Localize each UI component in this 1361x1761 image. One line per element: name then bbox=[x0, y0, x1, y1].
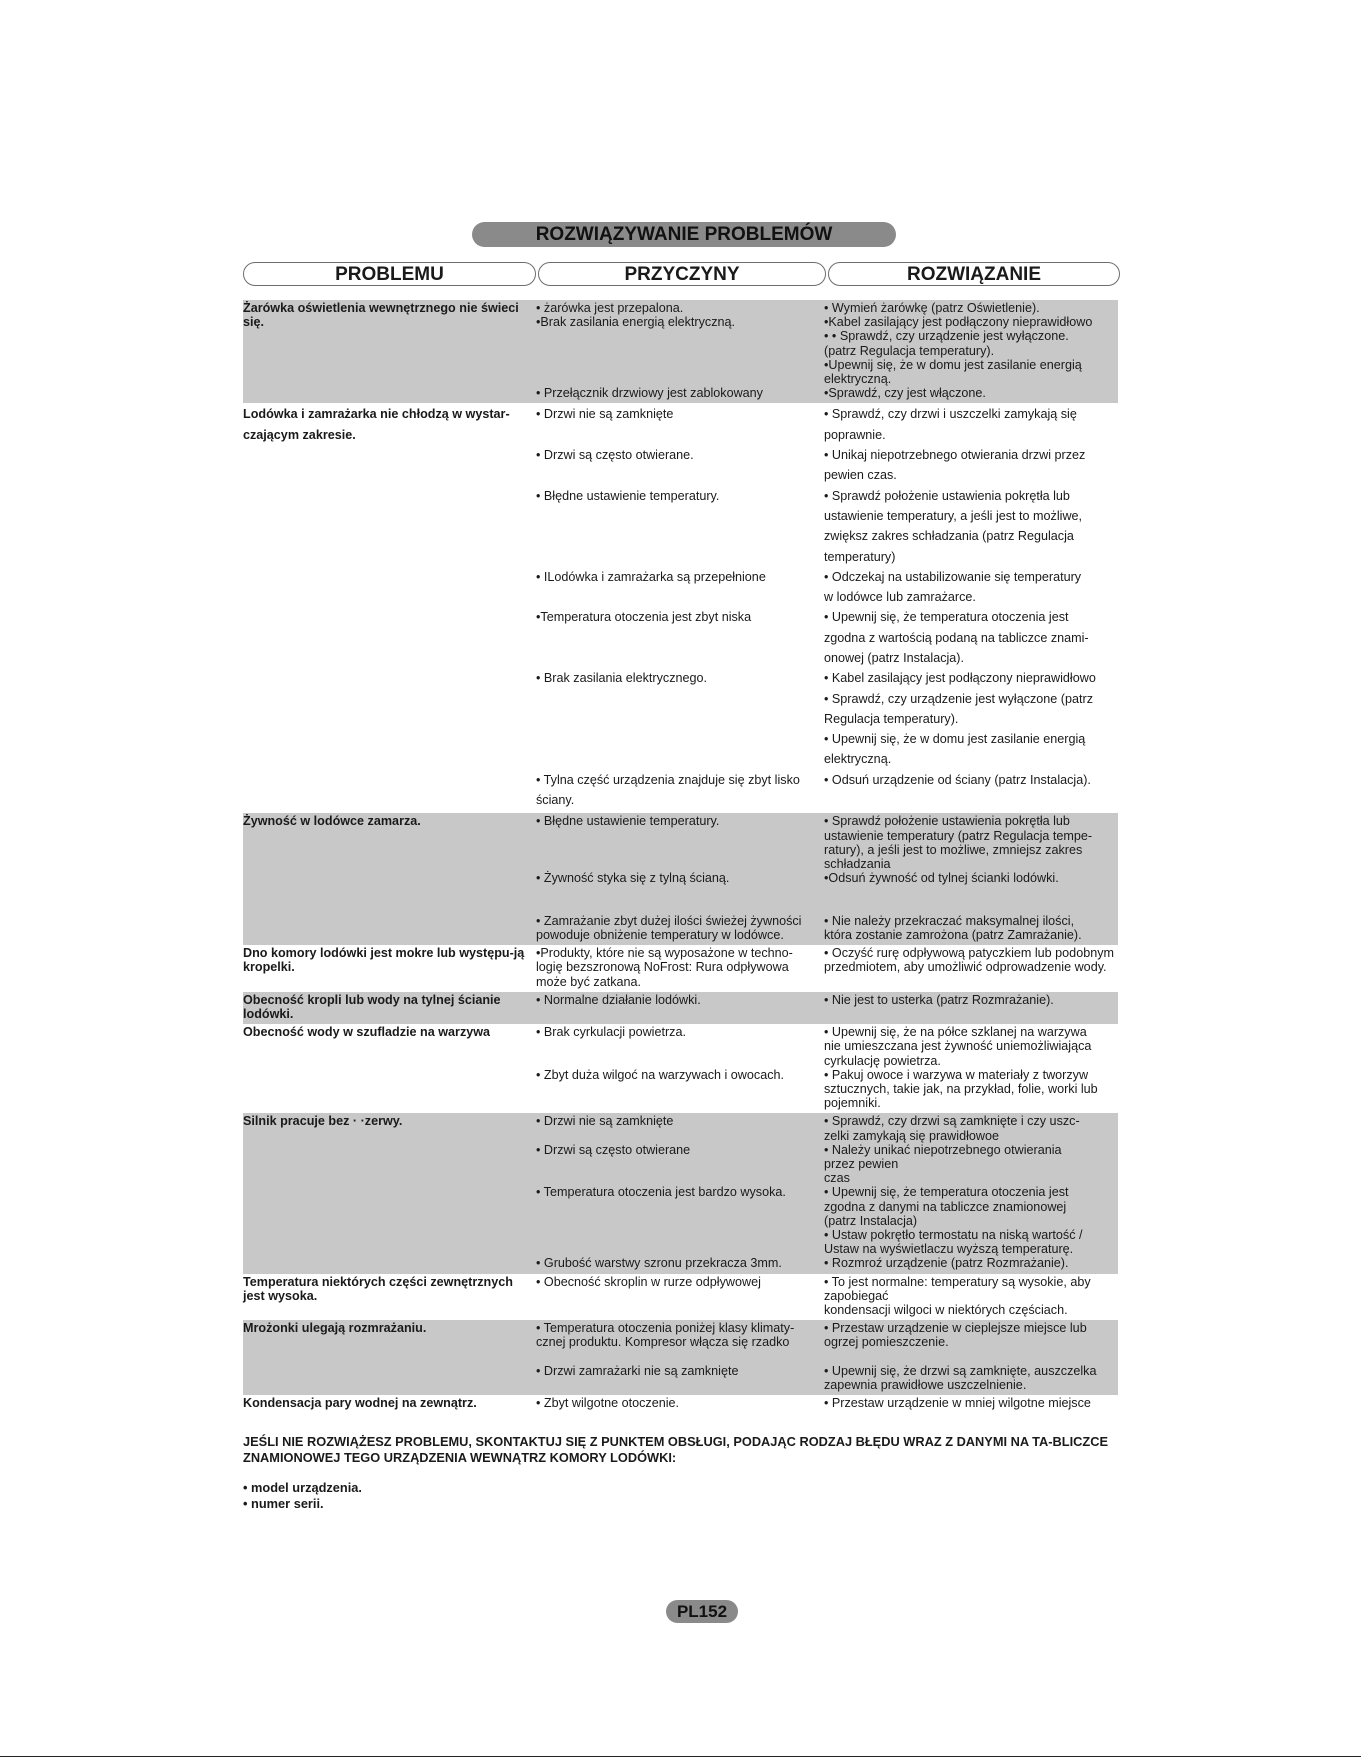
cause-line bbox=[536, 648, 824, 668]
cause-line bbox=[536, 1054, 824, 1068]
column-header-cause: PRZYCZYNY bbox=[538, 262, 826, 286]
solution-line: ogrzej pomieszczenie. bbox=[824, 1335, 949, 1350]
cause-line: • Obecność skroplin w rurze odpływowej bbox=[536, 1274, 761, 1289]
solution-line: sztucznych, takie jak, na przykład, folie, worki lub bbox=[824, 1082, 1098, 1097]
solution-line: • Przestaw urządzenie w cieplejsze miejsce lub bbox=[824, 1321, 1087, 1336]
problem-cell: Mrożonki ulegają rozmrażaniu. bbox=[243, 1321, 427, 1336]
solution-line: zwiększ zakres schładzania (patrz Regulacja bbox=[824, 529, 1074, 544]
cause-line bbox=[536, 1350, 824, 1364]
table-row bbox=[243, 813, 1118, 945]
solution-line bbox=[824, 1007, 1118, 1021]
solution-line: • Odczekaj na ustabilizowanie się temperatury bbox=[824, 569, 1082, 584]
solution-line: • Należy unikać niepotrzebnego otwierania bbox=[824, 1142, 1062, 1157]
cause-line bbox=[536, 1157, 824, 1171]
problem-cell: Żywność w lodówce zamarza. bbox=[243, 814, 421, 829]
solution-line: onowej (patrz Instalacja). bbox=[824, 650, 964, 665]
cause-line bbox=[536, 857, 824, 871]
problem-cell: Temperatura niektórych części zewnętrznych jest wysoka. bbox=[243, 1274, 513, 1303]
cause-line: •Produkty, które nie są wyposażone w techno- bbox=[536, 946, 793, 961]
cause-line bbox=[536, 526, 824, 546]
troubleshooting-table bbox=[243, 300, 1118, 1413]
cause-line bbox=[536, 1082, 824, 1096]
cause-line bbox=[536, 628, 824, 648]
solution-line: ustawienie temperatury, a jeśli jest to możliwe, bbox=[824, 508, 1083, 523]
solution-line: • To jest normalne: temperatury są wysokie, aby bbox=[824, 1274, 1091, 1289]
cause-cell bbox=[536, 946, 824, 989]
solution-line: • Wymień żarówkę (patrz Oświetlenie). bbox=[824, 301, 1040, 315]
cause-line bbox=[536, 1378, 824, 1392]
cause-line bbox=[536, 1303, 824, 1317]
cause-line: logię bezszronową NoFrost: Rura odpływowa bbox=[536, 960, 789, 975]
solution-line: Regulacja temperatury). bbox=[824, 711, 959, 726]
cause-cell bbox=[536, 1321, 824, 1392]
cause-line: • Drzwi nie są zamknięte bbox=[536, 407, 674, 422]
cause-line: • Błędne ustawienie temperatury. bbox=[536, 488, 720, 503]
solution-line: czas bbox=[824, 1171, 850, 1186]
cause-line bbox=[536, 344, 824, 358]
cause-line bbox=[536, 1242, 824, 1256]
cause-cell bbox=[536, 1114, 824, 1270]
solution-line: schładzania bbox=[824, 856, 891, 871]
solution-line: • Sprawdź położenie ustawienia pokrętła lub bbox=[824, 814, 1070, 829]
cause-line: • Żywność styka się z tylną ścianą. bbox=[536, 871, 730, 886]
cause-line: może być zatkana. bbox=[536, 974, 641, 989]
solution-line: zapewnia prawidłowe uszczelnienie. bbox=[824, 1378, 1027, 1393]
solution-line bbox=[824, 1350, 1118, 1364]
cause-line: • Zbyt wilgotne otoczenie. bbox=[536, 1396, 680, 1411]
cause-line: • Grubość warstwy szronu przekracza 3mm. bbox=[536, 1256, 782, 1271]
cause-line: • Normalne działanie lodówki. bbox=[536, 992, 701, 1007]
solution-line: pewien czas. bbox=[824, 468, 897, 483]
solution-line: •Kabel zasilający jest podłączony nieprawidłowo bbox=[824, 315, 1093, 330]
solution-line: • Sprawdź, czy drzwi są zamknięte i czy uszc- bbox=[824, 1114, 1080, 1129]
list-item: • numer serii. bbox=[243, 1496, 324, 1511]
solution-line: Ustaw na wyświetlaczu wyższą temperaturę. bbox=[824, 1242, 1074, 1257]
cause-line bbox=[536, 1171, 824, 1185]
cause-line bbox=[536, 1007, 824, 1021]
solution-cell bbox=[824, 1321, 1118, 1392]
cause-line bbox=[536, 885, 824, 899]
table-row bbox=[243, 300, 1118, 403]
solution-cell bbox=[824, 1275, 1118, 1318]
solution-line: • Sprawdź położenie ustawienia pokrętła lub bbox=[824, 488, 1070, 503]
table-row bbox=[243, 945, 1118, 992]
solution-line bbox=[824, 885, 1118, 899]
list-item: • model urządzenia. bbox=[243, 1480, 362, 1495]
problem-cell: Lodówka i zamrażarka nie chłodzą w wystar-czającym zakresie. bbox=[243, 407, 510, 442]
cause-line: • Zbyt duża wilgoć na warzywach i owocach. bbox=[536, 1067, 784, 1082]
cause-line bbox=[536, 547, 824, 567]
solution-line: kondensacji wilgoci w niektórych częściach. bbox=[824, 1303, 1068, 1318]
table-row bbox=[243, 1320, 1118, 1395]
cause-line: • Tylna część urządzenia znajduje się zbyt lisko bbox=[536, 772, 800, 787]
cause-line: • Przełącznik drzwiowy jest zablokowany bbox=[536, 386, 763, 401]
solution-line: •Odsuń żywność od tylnej ścianki lodówki. bbox=[824, 871, 1059, 886]
cause-cell bbox=[536, 814, 824, 942]
solution-line: w lodówce lub zamrażarce. bbox=[824, 590, 976, 605]
table-row bbox=[243, 992, 1118, 1024]
cause-line bbox=[536, 843, 824, 857]
solution-line: • • Sprawdź, czy urządzenie jest wyłączone. bbox=[824, 329, 1069, 344]
solution-line: • Upewnij się, że na półce szklanej na warzywa bbox=[824, 1025, 1087, 1040]
cause-cell bbox=[536, 1396, 824, 1410]
cause-line bbox=[536, 749, 824, 769]
solution-cell bbox=[824, 1396, 1118, 1410]
cause-line bbox=[536, 587, 824, 607]
solution-cell bbox=[824, 1114, 1118, 1270]
required-info-list bbox=[243, 1480, 362, 1512]
solution-line: • Kabel zasilający jest podłączony nieprawidłowo bbox=[824, 671, 1096, 686]
solution-line: która zostanie zamrożona (patrz Zamrażanie). bbox=[824, 927, 1082, 942]
solution-line bbox=[824, 900, 1118, 914]
cause-line bbox=[536, 729, 824, 749]
cause-line bbox=[536, 465, 824, 485]
column-header-solution: ROZWIĄZANIE bbox=[828, 262, 1120, 286]
solution-line: • Przestaw urządzenie w mniej wilgotne miejsce bbox=[824, 1396, 1091, 1411]
cause-line: • Brak cyrkulacji powietrza. bbox=[536, 1025, 686, 1040]
cause-line bbox=[536, 689, 824, 709]
table-row bbox=[243, 403, 1118, 813]
solution-line: pojemniki. bbox=[824, 1096, 881, 1111]
problem-cell: Żarówka oświetlenia wewnętrznego nie świeci się. bbox=[243, 301, 519, 330]
solution-line: • Upewnij się, że temperatura otoczenia jest bbox=[824, 1185, 1069, 1200]
solution-line: (patrz Instalacja) bbox=[824, 1213, 918, 1228]
solution-line: •Sprawdź, czy jest włączone. bbox=[824, 386, 986, 401]
solution-cell bbox=[824, 993, 1118, 1021]
cause-line bbox=[536, 829, 824, 843]
solution-line: nie umieszczana jest żywność uniemożliwiająca bbox=[824, 1039, 1092, 1054]
table-row bbox=[243, 1395, 1118, 1413]
solution-line: • Unikaj niepotrzebnego otwierania drzwi przez bbox=[824, 448, 1086, 463]
solution-line: • Sprawdź, czy urządzenie jest wyłączone (patrz bbox=[824, 691, 1093, 706]
solution-line: • Pakuj owoce i warzywa w materiały z tworzyw bbox=[824, 1067, 1089, 1082]
solution-line: poprawnie. bbox=[824, 427, 886, 442]
solution-line: zgodna z danymi na tabliczce znamionowej bbox=[824, 1199, 1067, 1214]
solution-cell bbox=[824, 814, 1118, 942]
cause-cell bbox=[536, 301, 824, 400]
cause-line bbox=[536, 1228, 824, 1242]
cause-line bbox=[536, 1289, 824, 1303]
solution-cell bbox=[824, 301, 1118, 400]
cause-line: •Brak zasilania energią elektryczną. bbox=[536, 315, 736, 330]
cause-cell bbox=[536, 1025, 824, 1110]
solution-line: ustawienie temperatury (patrz Regulacja tempe- bbox=[824, 828, 1093, 843]
column-header-problem: PROBLEMU bbox=[243, 262, 536, 286]
cause-line: • Drzwi są często otwierane bbox=[536, 1142, 691, 1157]
table-row bbox=[243, 1113, 1118, 1273]
solution-line: przez pewien bbox=[824, 1157, 899, 1172]
cause-line: ściany. bbox=[536, 793, 575, 808]
cause-cell bbox=[536, 404, 824, 810]
table-row bbox=[243, 1024, 1118, 1113]
solution-line: • Rozmroź urządzenie (patrz Rozmrażanie). bbox=[824, 1256, 1069, 1271]
page-bottom-divider bbox=[0, 1756, 1361, 1757]
page-number-badge: PL152 bbox=[666, 1600, 738, 1623]
solution-line: temperatury) bbox=[824, 549, 896, 564]
problem-cell: Kondensacja pary wodnej na zewnątrz. bbox=[243, 1396, 477, 1411]
cause-line: • żarówka jest przepalona. bbox=[536, 301, 684, 315]
solution-line: • Upewnij się, że w domu jest zasilanie energią bbox=[824, 732, 1086, 747]
problem-cell: Dno komory lodówki jest mokre lub występu-ją kropelki. bbox=[243, 946, 525, 975]
problem-cell: Obecność kropli lub wody na tylnej ścianie lodówki. bbox=[243, 992, 501, 1021]
cause-line: cznej produktu. Kompresor włącza się rzadko bbox=[536, 1335, 790, 1350]
cause-line: • Temperatura otoczenia jest bardzo wysoka. bbox=[536, 1185, 786, 1200]
solution-line: zgodna z wartością podaną na tabliczce znami- bbox=[824, 630, 1089, 645]
cause-cell bbox=[536, 1275, 824, 1318]
cause-line bbox=[536, 709, 824, 729]
problem-cell: Silnik pracuje bez · ·zerwy. bbox=[243, 1114, 403, 1129]
solution-line bbox=[824, 975, 1118, 989]
cause-cell bbox=[536, 993, 824, 1021]
solution-line: zelki zamykają się prawidłowoe bbox=[824, 1128, 999, 1143]
solution-line bbox=[824, 790, 1118, 810]
cause-line bbox=[536, 329, 824, 343]
solution-line: zapobiegać bbox=[824, 1288, 889, 1303]
solution-cell bbox=[824, 1025, 1118, 1110]
solution-line: (patrz Regulacja temperatury). bbox=[824, 343, 995, 358]
cause-line: powoduje obniżenie temperatury w lodówce. bbox=[536, 927, 784, 942]
solution-line: ratury), a jeśli jest to możliwe, zmniejsz zakres bbox=[824, 842, 1083, 857]
cause-line: • Błędne ustawienie temperatury. bbox=[536, 814, 720, 829]
solution-line: •Upewnij się, że w domu jest zasilanie energią bbox=[824, 357, 1082, 372]
problem-cell: Obecność wody w szufladzie na warzywa bbox=[243, 1025, 491, 1040]
cause-line: •Temperatura otoczenia jest zbyt niska bbox=[536, 610, 752, 625]
cause-line: • Brak zasilania elektrycznego. bbox=[536, 671, 708, 686]
cause-line bbox=[536, 900, 824, 914]
table-row bbox=[243, 1274, 1118, 1321]
cause-line bbox=[536, 358, 824, 372]
cause-line bbox=[536, 372, 824, 386]
cause-line: • Temperatura otoczenia poniżej klasy klimaty- bbox=[536, 1321, 795, 1336]
cause-line: • ILodówka i zamrażarka są przepełnione bbox=[536, 569, 766, 584]
solution-line: • Ustaw pokrętło termostatu na niską wartość / bbox=[824, 1228, 1083, 1243]
solution-line: • Nie należy przekraczać maksymalnej ilości, bbox=[824, 913, 1075, 928]
solution-cell bbox=[824, 404, 1118, 810]
page-title: ROZWIĄZYWANIE PROBLEMÓW bbox=[472, 222, 896, 247]
solution-line: • Nie jest to usterka (patrz Rozmrażanie). bbox=[824, 992, 1054, 1007]
solution-line: • Upewnij się, że temperatura otoczenia jest bbox=[824, 610, 1069, 625]
cause-line bbox=[536, 1214, 824, 1228]
solution-line: • Oczyść rurę odpływową patyczkiem lub podobnym bbox=[824, 946, 1114, 961]
cause-line bbox=[536, 1129, 824, 1143]
solution-line: • Sprawdź, czy drzwi i uszczelki zamykają się bbox=[824, 407, 1077, 422]
cause-line bbox=[536, 425, 824, 445]
solution-line: • Upewnij się, że drzwi są zamknięte, auszczelka bbox=[824, 1363, 1097, 1378]
cause-line: • Drzwi nie są zamknięte bbox=[536, 1114, 674, 1129]
cause-line bbox=[536, 1039, 824, 1053]
cause-line: • Drzwi są często otwierane. bbox=[536, 448, 694, 463]
cause-line bbox=[536, 1200, 824, 1214]
cause-line bbox=[536, 506, 824, 526]
contact-service-note: JEŚLI NIE ROZWIĄŻESZ PROBLEMU, SKONTAKTUJ SIĘ Z PUNKTEM OBSŁUGI, PODAJĄC RODZAJ BŁĘDU WRAZ Z DANYMI NA TA-BLICZCE ZNAMIONOWEJ TEGO URZĄDZENIA WEWNĄTRZ KOMORY LODÓWKI: bbox=[243, 1434, 1108, 1465]
solution-line: przedmiotem, aby umożliwić odprowadzenie wody. bbox=[824, 960, 1107, 975]
cause-line: • Zamrażanie zbyt dużej ilości świeżej żywności bbox=[536, 913, 802, 928]
solution-line: elektryczną. bbox=[824, 372, 892, 387]
cause-line bbox=[536, 1096, 824, 1110]
solution-line: • Odsuń urządzenie od ściany (patrz Instalacja). bbox=[824, 772, 1091, 787]
solution-line: cyrkulację powietrza. bbox=[824, 1053, 941, 1068]
solution-cell bbox=[824, 946, 1118, 989]
cause-line: • Drzwi zamrażarki nie są zamknięte bbox=[536, 1363, 739, 1378]
solution-line: elektryczną. bbox=[824, 752, 892, 767]
